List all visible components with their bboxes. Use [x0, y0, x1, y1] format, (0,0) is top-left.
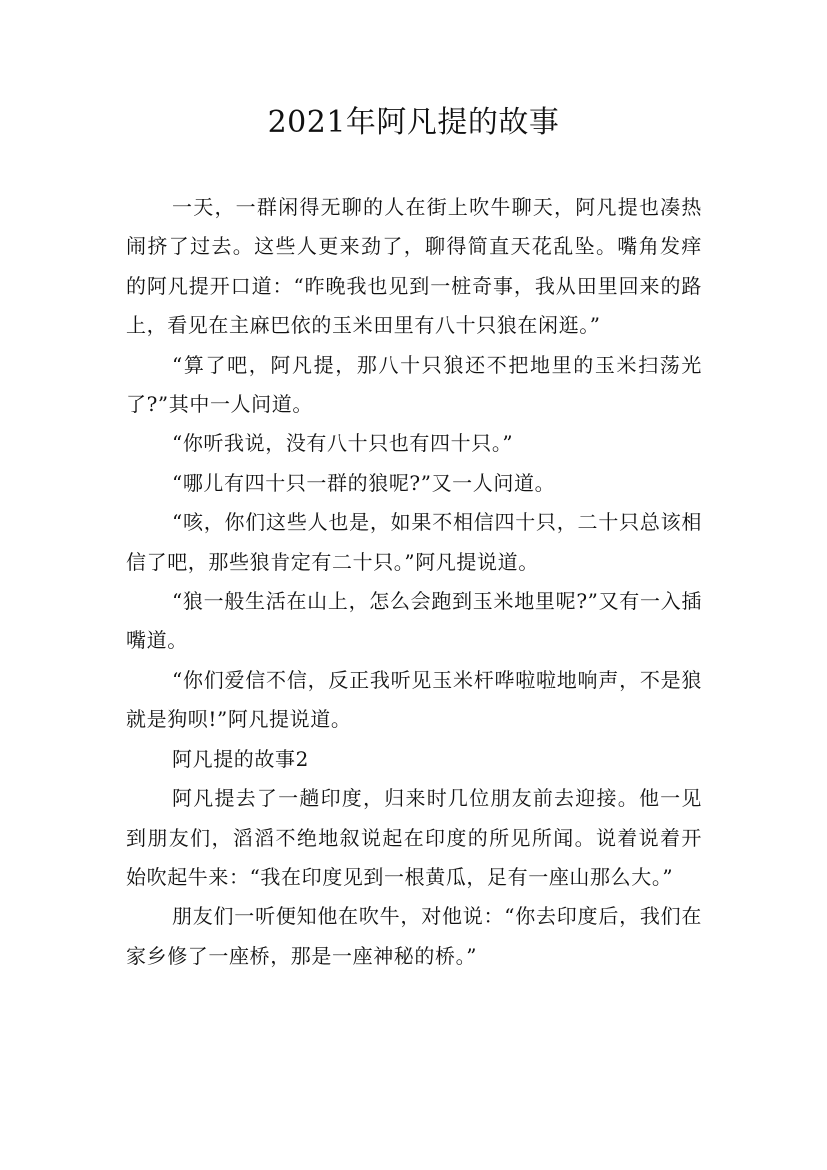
paragraph-2: “算了吧，阿凡提，那八十只狼还不把地里的玉米扫荡光了?”其中一人问道。: [126, 352, 702, 417]
paragraph-9: 朋友们一听便知他在吹牛，对他说：“你去印度后，我们在家乡修了一座桥，那是一座神秘的桥。”: [126, 904, 702, 968]
section-heading: 阿凡提的故事2: [172, 746, 309, 771]
paragraph-8: 阿凡提去了一趟印度，归来时几位朋友前去迎接。他一见到朋友们，滔滔不绝地叙说起在印度的所见所闻。说着说着开始吹起牛来：“我在印度见到一根黄瓜，足有一座山那么大。”: [126, 786, 702, 889]
paragraph-4: “哪儿有四十只一群的狼呢?”又一人问道。: [172, 470, 556, 495]
document-title: 2021年阿凡提的故事: [267, 105, 560, 140]
paragraph-7: “你们爱信不信，反正我听见玉米杆哗啦啦地响声，不是狼就是狗呗!”阿凡提说道。: [126, 667, 702, 732]
paragraph-1: 一天，一群闲得无聊的人在街上吹牛聊天，阿凡提也凑热闹挤了过去。这些人更来劲了，聊得简直天花乱坠。嘴角发痒的阿凡提开口道：“昨晚我也见到一桩奇事，我从田里回来的路上，看见在主麻巴依的玉米田里有八十只狼在闲逛。”: [126, 195, 702, 338]
paragraph-6: “狼一般生活在山上，怎么会跑到玉米地里呢?”又有一入插嘴道。: [126, 589, 702, 653]
paragraph-5: “咳，你们这些人也是，如果不相信四十只，二十只总该相信了吧，那些狼肯定有二十只。”阿凡提说道。: [126, 510, 702, 574]
paragraph-3: “你听我说，没有八十只也有四十只。”: [172, 431, 514, 456]
document-body: [126, 188, 702, 976]
